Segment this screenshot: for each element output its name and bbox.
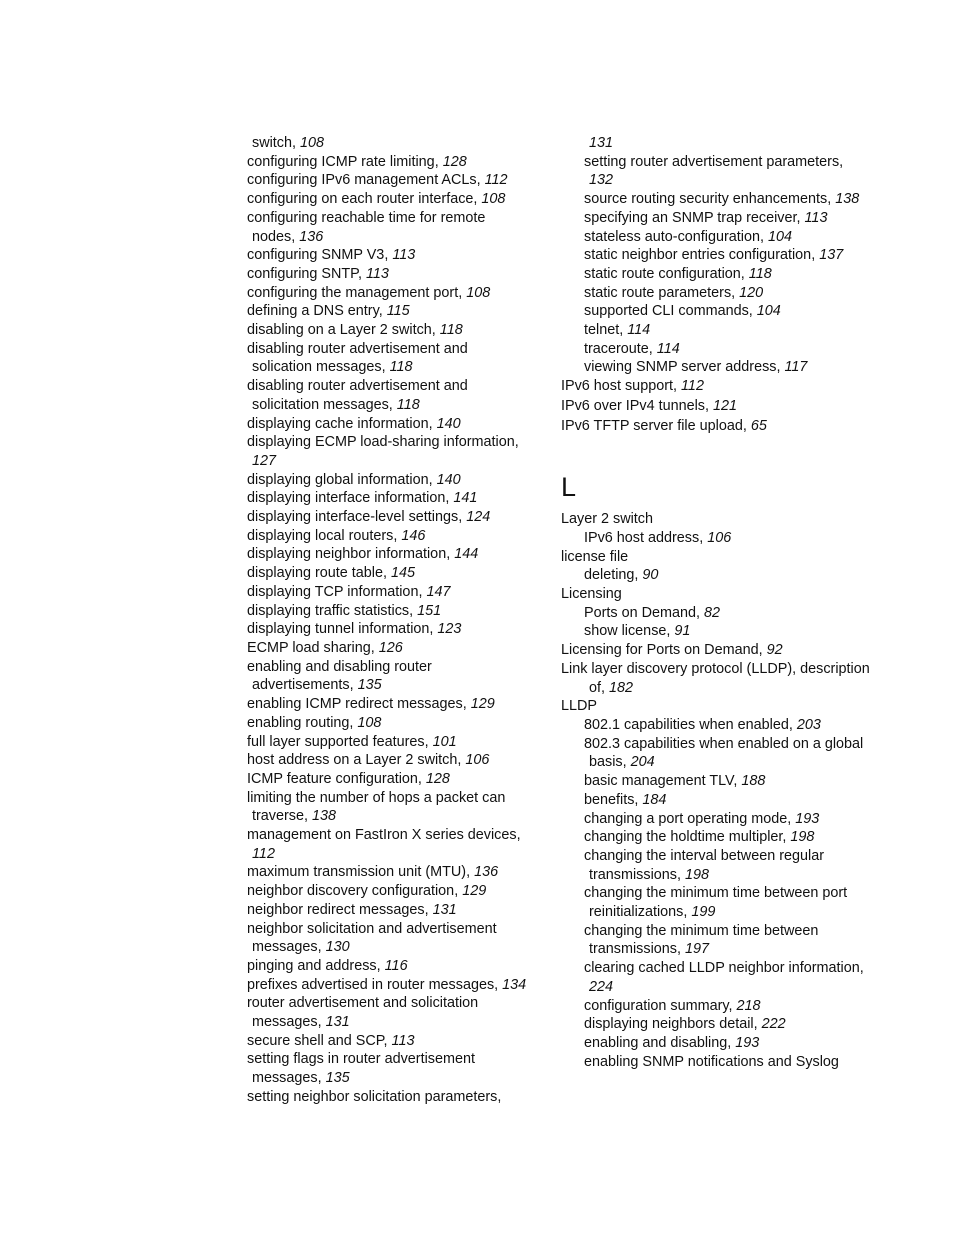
index-entry-term: basis (589, 754, 623, 771)
index-entry-term: configuring ICMP rate limiting (247, 153, 435, 170)
index-entry: transmissions, 197 (589, 941, 709, 958)
index-entry-term: displaying ECMP load-sharing information (247, 434, 515, 451)
index-entry-page-number: 108 (466, 284, 491, 301)
index-entry (561, 978, 881, 997)
index-entry-term: displaying interface information (247, 490, 446, 507)
index-entry-page-number: 91 (674, 623, 691, 640)
index-entry-term: displaying TCP information (247, 583, 419, 600)
index-entry-term: basic management TLV (584, 773, 734, 790)
index-entry-page-number: 104 (756, 303, 781, 320)
index-entry-term: changing the minimum time between port (584, 885, 848, 902)
index-entry-term: displaying traffic statistics (247, 602, 410, 619)
index-entry (561, 697, 881, 716)
index-entry-term: defining a DNS entry (247, 303, 379, 320)
index-entry: source routing security enhancements, 138 (584, 191, 860, 208)
index-entry-term: solicitation messages (252, 396, 389, 413)
index-entry-term: full layer supported features (247, 733, 425, 750)
index-entry-term: LLDP (561, 698, 597, 715)
index-entry: displaying TCP information, 147 (247, 583, 451, 600)
index-entry-term: configuring SNTP (247, 265, 358, 282)
index-column-left (247, 134, 547, 1107)
section-letter-heading: L (561, 472, 577, 503)
index-entry-page-number: 113 (804, 209, 828, 226)
index-entry: transmissions, 198 (589, 866, 709, 883)
index-entry-page-number: 145 (391, 565, 416, 582)
index-entry-term: traverse (252, 808, 304, 825)
index-entry: host address on a Layer 2 switch, 106 (247, 752, 490, 769)
index-entry: setting router advertisement parameters, (584, 153, 844, 170)
index-entry: enabling ICMP redirect messages, 129 (247, 696, 495, 713)
index-entry-page-number: 118 (748, 265, 772, 282)
index-entry-page-number: 120 (739, 284, 764, 301)
index-entry-term: changing the holdtime multipler (584, 829, 783, 846)
index-entry: traverse, 138 (252, 808, 336, 825)
index-entry: configuring SNTP, 113 (247, 265, 389, 282)
index-entry-term: benefits (584, 791, 635, 808)
index-entry (561, 922, 881, 941)
index-entry-term: telnet (584, 322, 620, 339)
index-entry: advertisements, 135 (252, 677, 382, 694)
index-entry-page-number: 197 (684, 941, 709, 958)
index-entry: displaying local routers, 146 (247, 527, 426, 544)
index-entry-term: ICMP feature configuration (247, 770, 418, 787)
index-entry-term: displaying neighbors detail (584, 1016, 754, 1033)
index-entry-page-number: 131 (432, 901, 457, 918)
index-entry: displaying route table, 145 (247, 565, 416, 582)
index-entry: telnet, 114 (584, 322, 651, 339)
index-entry (561, 884, 881, 903)
index-entry: enabling routing, 108 (247, 714, 382, 731)
index-entry: specifying an SNMP trap receiver, 113 (584, 209, 828, 226)
index-entry-term: host address on a Layer 2 switch (247, 752, 458, 769)
index-entry: configuring ICMP rate limiting, 128 (247, 153, 467, 170)
index-entry-term: ECMP load sharing (247, 639, 371, 656)
index-entry-term: IPv6 host support (561, 378, 673, 395)
index-entry: pinging and address, 116 (247, 957, 408, 974)
index-entry: configuring the management port, 108 (247, 284, 491, 301)
index-entry: setting neighbor solicitation parameters, (247, 1088, 502, 1105)
index-entry (247, 340, 547, 359)
index-entry-term: traceroute (584, 340, 649, 357)
index-entry (561, 585, 881, 604)
index-entry-term: displaying cache information (247, 415, 429, 432)
index-entry-page-number: 136 (474, 864, 499, 881)
index-entry-term: static route parameters (584, 284, 732, 301)
index-entry (561, 847, 881, 866)
index-entry-page-number: 106 (707, 529, 732, 546)
index-entry-term: Ports on Demand (584, 604, 696, 621)
index-entry-page-number: 92 (766, 642, 783, 659)
index-entry-term: transmissions (589, 866, 677, 883)
index-entry: displaying interface-level settings, 124 (247, 509, 491, 526)
index-entry-term: IPv6 host address (584, 529, 700, 546)
index-entry: supported CLI commands, 104 (584, 303, 781, 320)
index-entry-term: 802.3 capabilities when enabled on a global (584, 735, 864, 752)
index-entry: displaying cache information, 140 (247, 415, 461, 432)
index-entry: displaying tunnel information, 123 (247, 621, 462, 638)
index-entry-term: viewing SNMP server address (584, 359, 777, 376)
index-entry-term: transmissions (589, 941, 677, 958)
index-entry-page-number: 117 (784, 359, 808, 376)
index-entry-page-number: 151 (417, 602, 442, 619)
index-entry-term: Licensing for Ports on Demand (561, 642, 759, 659)
index-entry-page-number: 104 (768, 228, 793, 245)
index-entry-term: supported CLI commands (584, 303, 749, 320)
index-entry-term: configuring IPv6 management ACLs (247, 172, 477, 189)
index-entry-term: messages (252, 939, 318, 956)
index-entry-term: clearing cached LLDP neighbor information (584, 960, 860, 977)
index-entry-term: license file (561, 548, 629, 565)
index-entry: IPv6 host support, 112 (561, 378, 704, 395)
index-entry-term: specifying an SNMP trap receiver (584, 209, 797, 226)
index-entry-term: configuring reachable time for remote (247, 209, 486, 226)
index-entry-term: pinging and address (247, 957, 377, 974)
index-entry-page-number: 193 (795, 810, 820, 827)
index-entry-page-number: 198 (790, 829, 815, 846)
index-entry (247, 209, 547, 228)
index-entry-page-number: 144 (454, 546, 479, 563)
index-entry (247, 452, 547, 471)
index-entry-page-number: 132 (589, 172, 614, 189)
index-entry-page-number: 199 (691, 904, 716, 921)
index-entry: switch, 108 (252, 135, 324, 151)
index-entry-term: maximum transmission unit (MTU) (247, 864, 467, 881)
index-entry-page-number: 140 (436, 471, 461, 488)
index-entry-term: router advertisement and solicitation (247, 995, 479, 1012)
index-entry-term: enabling SNMP notifications and Syslog (584, 1053, 839, 1070)
index-entry: displaying interface information, 141 (247, 490, 478, 507)
index-entry-page-number: 222 (761, 1016, 786, 1033)
index-entry: Licensing for Ports on Demand, 92 (561, 642, 783, 659)
index-entry-term: Layer 2 switch (561, 511, 653, 528)
index-entry-page-number: 131 (325, 1014, 350, 1031)
index-entry-page-number: 116 (384, 957, 408, 974)
index-entry: displaying ECMP load-sharing information, (247, 434, 519, 451)
index-entry-term: enabling routing (247, 714, 350, 731)
index-entry: prefixes advertised in router messages, 134 (247, 976, 527, 993)
index-entry: nodes, 136 (252, 228, 324, 245)
index-entry-term: displaying local routers (247, 527, 394, 544)
index-entry-term: neighbor discovery configuration (247, 883, 455, 900)
index-entry-page-number: 108 (299, 135, 324, 151)
index-entry: secure shell and SCP, 113 (247, 1032, 415, 1049)
index-entry (561, 510, 881, 529)
index-entry-term: source routing security enhancements (584, 191, 828, 208)
index-entry: stateless auto-configuration, 104 (584, 228, 793, 245)
index-entry: enabling and disabling, 193 (584, 1034, 760, 1051)
index-entry-term: configuring on each router interface (247, 191, 474, 208)
index-entry: displaying global information, 140 (247, 471, 461, 488)
index-entry-page-number: 127 (252, 452, 277, 469)
index-entry-page-number: 218 (736, 997, 761, 1014)
index-entry: deleting, 90 (584, 567, 659, 584)
index-entry-term: configuring the management port (247, 284, 459, 301)
index-entry-term: setting neighbor solicitation parameters (247, 1088, 498, 1105)
index-entry: static route parameters, 120 (584, 284, 764, 301)
index-entry: static route configuration, 118 (584, 265, 772, 282)
index-entry-page-number: 112 (484, 172, 508, 189)
index-entry-term: IPv6 TFTP server file upload (561, 417, 743, 434)
index-entry (561, 735, 881, 754)
index-entry-term: changing a port operating mode (584, 810, 788, 827)
index-entry: of, 182 (589, 679, 634, 696)
index-entry-page-number: 108 (481, 191, 506, 208)
index-entry-page-number: 131 (589, 135, 614, 151)
index-entry-page-number: 115 (386, 303, 410, 320)
index-entry: changing a port operating mode, 193 (584, 810, 820, 827)
index-entry-term: prefixes advertised in router messages (247, 976, 495, 993)
index-entry-term: static route configuration (584, 265, 741, 282)
index-entry-term: changing the minimum time between (584, 922, 819, 939)
index-entry-term: neighbor redirect messages (247, 901, 425, 918)
index-entry: full layer supported features, 101 (247, 733, 457, 750)
index-entry: displaying neighbor information, 144 (247, 546, 479, 563)
index-entry: displaying traffic statistics, 151 (247, 602, 442, 619)
index-entry-term: changing the interval between regular (584, 847, 825, 864)
index-entry-term: neighbor solicitation and advertisement (247, 920, 497, 937)
index-entry: configuring SNMP V3, 113 (247, 247, 416, 264)
index-entry: messages, 131 (252, 1014, 350, 1031)
index-entry-term: deleting (584, 567, 635, 584)
index-entry-term: messages (252, 1070, 318, 1087)
index-entry-page-number: 123 (437, 621, 462, 638)
index-entry-term: of (589, 679, 602, 696)
index-entry (561, 134, 881, 153)
index-entry-term: management on FastIron X series devices (247, 827, 517, 844)
index-entry-term: configuration summary (584, 997, 729, 1014)
index-entry: clearing cached LLDP neighbor information, (584, 960, 864, 977)
index-entry-page-number: 141 (453, 490, 478, 507)
index-entry-page-number: 184 (642, 791, 667, 808)
index-entry-term: displaying interface-level settings (247, 509, 459, 526)
index-entry: messages, 135 (252, 1070, 350, 1087)
index-entry-term: show license (584, 623, 667, 640)
index-entry-term: setting router advertisement parameters (584, 153, 840, 170)
index-entry: reinitializations, 199 (589, 904, 716, 921)
index-entry-page-number: 118 (439, 322, 463, 339)
index-entry-page-number: 140 (436, 415, 461, 432)
index-entry-page-number: 138 (311, 808, 336, 825)
index-entry-page-number: 224 (589, 978, 614, 995)
index-entry-page-number: 130 (325, 939, 350, 956)
index-entry-page-number: 113 (392, 247, 416, 264)
index-entry-page-number: 108 (357, 714, 382, 731)
index-entry: basic management TLV, 188 (584, 773, 766, 790)
index-entry: configuration summary, 218 (584, 997, 761, 1014)
index-entry: neighbor discovery configuration, 129 (247, 883, 487, 900)
index-entry (561, 660, 881, 679)
index-entry-page-number: 135 (325, 1070, 350, 1087)
index-entry-page-number: 146 (401, 527, 426, 544)
index-entry-page-number: 198 (684, 866, 709, 883)
index-entry: management on FastIron X series devices, (247, 827, 521, 844)
index-entry-term: disabling on a Layer 2 switch (247, 322, 432, 339)
index-entry-page-number: 124 (466, 509, 491, 526)
index-entry-page-number: 113 (365, 265, 389, 282)
index-entry-term: nodes (252, 228, 292, 245)
index-entry (247, 994, 547, 1013)
index-entry-page-number: 118 (396, 396, 420, 413)
index-entry-term: displaying route table (247, 565, 384, 582)
index-entry-term: stateless auto-configuration (584, 228, 760, 245)
index-entry: basis, 204 (589, 754, 655, 771)
index-entry: IPv6 over IPv4 tunnels, 121 (561, 397, 737, 414)
index-entry-term: disabling router advertisement and (247, 340, 468, 357)
index-entry-page-number: 106 (465, 752, 490, 769)
index-entry-term: displaying neighbor information (247, 546, 447, 563)
index-entry: IPv6 TFTP server file upload, 65 (561, 417, 767, 434)
index-entry: solicitation messages, 118 (252, 396, 420, 413)
index-entry-page-number: 136 (299, 228, 324, 245)
index-entry-term: setting flags in router advertisement (247, 1051, 475, 1068)
index-entry-term: Licensing (561, 586, 622, 603)
index-entry-page-number: 112 (681, 378, 704, 395)
index-group-l (561, 510, 881, 1071)
index-entry: disabling on a Layer 2 switch, 118 (247, 322, 463, 339)
index-entry-page-number: 128 (442, 153, 467, 170)
index-entry-page-number: 203 (796, 716, 821, 733)
index-entry: viewing SNMP server address, 117 (584, 359, 808, 376)
index-group-ipv6-continued (561, 134, 881, 435)
index-entry-page-number: 126 (378, 639, 403, 656)
index-entry: neighbor redirect messages, 131 (247, 901, 457, 918)
index-entry-page-number: 113 (391, 1032, 415, 1049)
index-entry-page-number: 128 (425, 770, 450, 787)
index-entry-page-number: 135 (357, 677, 382, 694)
index-entry-page-number: 147 (426, 583, 451, 600)
index-entry-term: limiting the number of hops a packet can (247, 789, 506, 806)
index-entry-term: 802.1 capabilities when enabled (584, 716, 789, 733)
index-entry: defining a DNS entry, 115 (247, 303, 410, 320)
index-entry (561, 548, 881, 567)
index-entry: ECMP load sharing, 126 (247, 639, 403, 656)
index-entry: maximum transmission unit (MTU), 136 (247, 864, 499, 881)
index-column-right (561, 134, 881, 1071)
index-entry-term: enabling ICMP redirect messages (247, 696, 463, 713)
index-entry: changing the holdtime multipler, 198 (584, 829, 815, 846)
index-entry (247, 658, 547, 677)
index-entry-term: enabling and disabling (584, 1034, 728, 1051)
index-entry-page-number: 182 (609, 679, 634, 696)
index-entry-page-number: 137 (819, 247, 844, 264)
index-entry-term: IPv6 over IPv4 tunnels (561, 397, 705, 414)
index-entry (561, 171, 881, 190)
index-entry-term: reinitializations (589, 904, 684, 921)
index-entry-page-number: 134 (502, 976, 527, 993)
index-entry: benefits, 184 (584, 791, 667, 808)
index-entry-term: solication messages (252, 359, 382, 376)
index-entry-page-number: 114 (627, 322, 651, 339)
index-entry-page-number: 121 (712, 397, 737, 414)
index-entry: IPv6 host address, 106 (584, 529, 732, 546)
index-entry-page-number: 129 (462, 883, 487, 900)
index-entry (247, 377, 547, 396)
index-entry-term: displaying tunnel information (247, 621, 430, 638)
index-entry: Ports on Demand, 82 (584, 604, 720, 621)
index-entry-page-number: 138 (835, 191, 860, 208)
index-entry: messages, 130 (252, 939, 350, 956)
index-entry: show license, 91 (584, 623, 691, 640)
index-entry: static neighbor entries configuration, 137 (584, 247, 844, 264)
index-entry-page-number: 193 (735, 1034, 760, 1051)
index-entry-page-number: 101 (432, 733, 457, 750)
index-entry-page-number: 90 (642, 567, 659, 584)
index-entry-page-number: 65 (750, 417, 767, 434)
index-entry-term: enabling and disabling router (247, 658, 432, 675)
index-entry-term: switch (252, 135, 292, 151)
index-entry-page-number: 129 (470, 696, 495, 713)
index-entry-term: static neighbor entries configuration (584, 247, 812, 264)
index-entry-term: messages (252, 1014, 318, 1031)
index-entry-term: secure shell and SCP (247, 1032, 384, 1049)
index-entry (247, 845, 547, 864)
index-entry-page-number: 188 (741, 773, 766, 790)
index-entry (561, 1053, 881, 1072)
index-entry: 802.1 capabilities when enabled, 203 (584, 716, 821, 733)
index-entry: configuring on each router interface, 108 (247, 191, 506, 208)
index-entry: ICMP feature configuration, 128 (247, 770, 450, 787)
index-entry-page-number: 114 (656, 340, 680, 357)
index-entry: configuring IPv6 management ACLs, 112 (247, 172, 508, 189)
index-entry-term: configuring SNMP V3 (247, 247, 385, 264)
index-entry-term: disabling router advertisement and (247, 378, 468, 395)
index-entry (247, 920, 547, 939)
index-entry-page-number: 82 (703, 604, 720, 621)
index-entry-page-number: 118 (389, 359, 413, 376)
index-entry-page-number: 112 (252, 845, 275, 862)
index-entry-page-number: 204 (630, 754, 655, 771)
index-entry-term: advertisements (252, 677, 350, 694)
index-entry: solication messages, 118 (252, 359, 413, 376)
index-entry: traceroute, 114 (584, 340, 680, 357)
index-entry-term: Link layer discovery protocol (LLDP), description (561, 660, 870, 677)
index-entry (247, 789, 547, 808)
index-entry (247, 1050, 547, 1069)
index-entry-term: displaying global information (247, 471, 429, 488)
index-entry: displaying neighbors detail, 222 (584, 1016, 786, 1033)
